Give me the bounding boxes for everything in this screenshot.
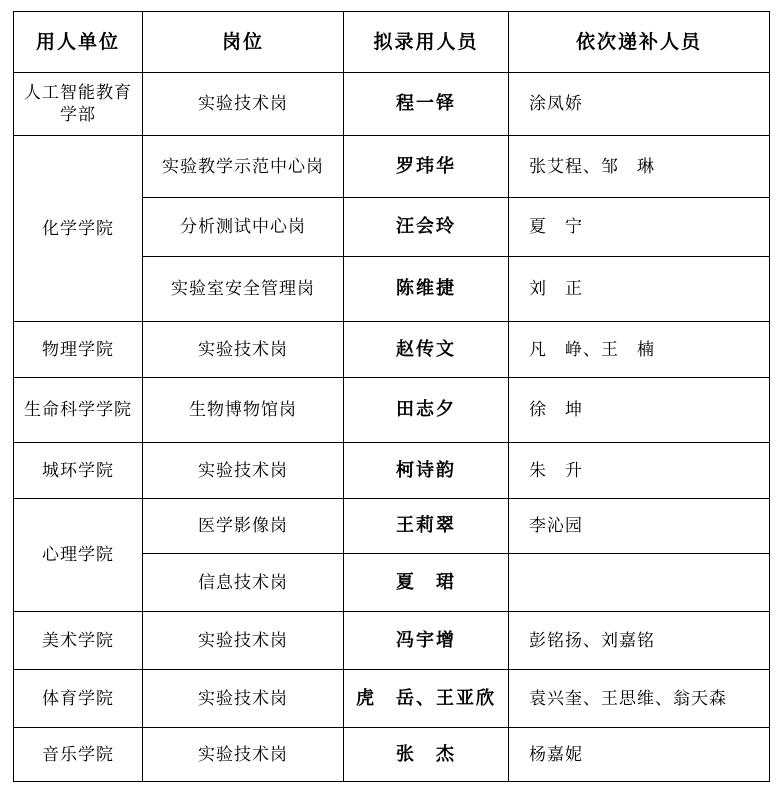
table-row [14, 612, 770, 670]
position-cell: 实验技术岗 [143, 322, 344, 378]
unit-cell: 人工智能教育学部 [14, 73, 143, 136]
backup-cell: 朱 升 [509, 443, 770, 499]
table-row [14, 499, 770, 554]
candidate-cell: 柯诗韵 [344, 443, 509, 499]
backup-cell: 杨嘉妮 [509, 728, 770, 782]
unit-cell: 城环学院 [14, 443, 143, 499]
candidate-cell: 赵传文 [344, 322, 509, 378]
position-cell: 实验教学示范中心岗 [143, 136, 344, 198]
header-unit: 用人单位 [14, 12, 143, 73]
position-cell: 实验技术岗 [143, 670, 344, 728]
backup-cell: 涂凤娇 [509, 73, 770, 136]
candidate-cell: 程一铎 [344, 73, 509, 136]
position-cell: 实验技术岗 [143, 73, 344, 136]
backup-cell: 张艾程、邹 琳 [509, 136, 770, 198]
header-backup: 依次递补人员 [509, 12, 770, 73]
table-row [14, 728, 770, 782]
recruitment-table [13, 11, 770, 782]
backup-cell: 徐 坤 [509, 378, 770, 443]
candidate-cell: 虎 岳、王亚欣 [344, 670, 509, 728]
backup-cell [509, 554, 770, 612]
backup-cell: 李沁园 [509, 499, 770, 554]
backup-cell: 凡 峥、王 楠 [509, 322, 770, 378]
table-row [14, 136, 770, 198]
unit-cell: 心理学院 [14, 499, 143, 612]
header-candidate: 拟录用人员 [344, 12, 509, 73]
unit-cell: 音乐学院 [14, 728, 143, 782]
candidate-cell: 冯宇增 [344, 612, 509, 670]
candidate-cell: 陈维捷 [344, 257, 509, 322]
position-cell: 生物博物馆岗 [143, 378, 344, 443]
position-cell: 信息技术岗 [143, 554, 344, 612]
backup-cell: 夏 宁 [509, 198, 770, 257]
table-row [14, 443, 770, 499]
unit-cell: 体育学院 [14, 670, 143, 728]
table-row [14, 73, 770, 136]
candidate-cell: 田志夕 [344, 378, 509, 443]
candidate-cell: 汪会玲 [344, 198, 509, 257]
candidate-cell: 张 杰 [344, 728, 509, 782]
table-row [14, 322, 770, 378]
candidate-cell: 夏 珺 [344, 554, 509, 612]
position-cell: 医学影像岗 [143, 499, 344, 554]
unit-cell: 化学学院 [14, 136, 143, 322]
position-cell: 实验技术岗 [143, 612, 344, 670]
position-cell: 实验技术岗 [143, 728, 344, 782]
backup-cell: 刘 正 [509, 257, 770, 322]
recruitment-table-container [13, 11, 770, 782]
unit-cell: 生命科学学院 [14, 378, 143, 443]
backup-cell: 袁兴奎、王思维、翁天森 [509, 670, 770, 728]
backup-cell: 彭铭扬、刘嘉铭 [509, 612, 770, 670]
header-position: 岗位 [143, 12, 344, 73]
table-row [14, 670, 770, 728]
position-cell: 实验室安全管理岗 [143, 257, 344, 322]
candidate-cell: 王莉翠 [344, 499, 509, 554]
position-cell: 分析测试中心岗 [143, 198, 344, 257]
unit-cell: 物理学院 [14, 322, 143, 378]
table-header-row [14, 12, 770, 73]
unit-cell: 美术学院 [14, 612, 143, 670]
position-cell: 实验技术岗 [143, 443, 344, 499]
candidate-cell: 罗玮华 [344, 136, 509, 198]
table-row [14, 378, 770, 443]
